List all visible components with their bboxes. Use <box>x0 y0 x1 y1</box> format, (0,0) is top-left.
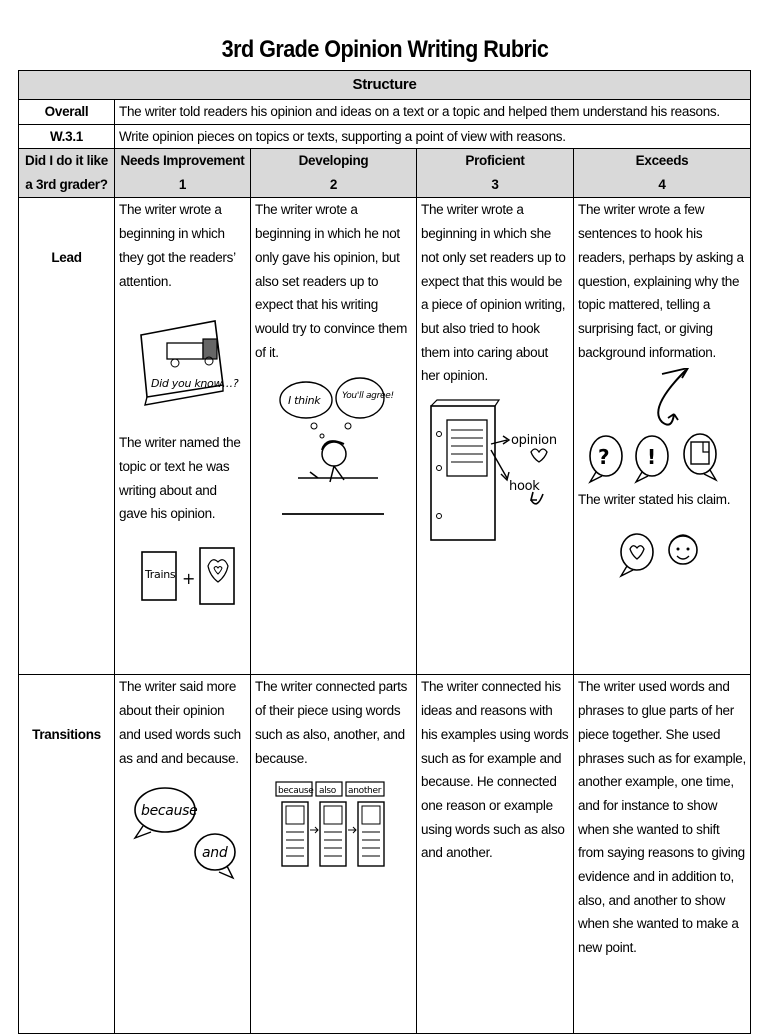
because-and-bubbles-sketch <box>123 778 243 888</box>
level-score: 2 <box>329 177 338 193</box>
lead-label: Lead <box>19 198 115 675</box>
hook-question-sketch <box>578 368 748 486</box>
standard-label: W.3.1 <box>19 124 115 149</box>
hook-label: hook <box>509 479 540 495</box>
transitions-proficient-text: The writer connected his ideas and reasons with his examples using words such as for example and because. He connected one reason or example using words such as also and another. <box>421 679 569 861</box>
plus-label: + <box>181 569 195 589</box>
lead-developing-text: The writer wrote a beginning in which he not only gave his opinion, but also set readers up to expect that his writing would try to convince them of it. <box>255 202 408 360</box>
standard-text: Write opinion pieces on topics or texts, supporting a point of view with reasons. <box>115 124 751 149</box>
because-bubble-label: because <box>140 803 197 820</box>
lead-proficient-cell <box>417 198 574 675</box>
transitions-exceeds-text: The writer used words and phrases to glue parts of her piece together. She used phrases such as for example, another example, one time, and for instance to show when she wanted to shift from saying reasons to giving evidence and in addition to, also, and another to show when she wanted to make a new point. <box>578 679 746 956</box>
overall-text: The writer told readers his opinion and ideas on a text or a topic and helped them understand his reasons. <box>115 100 751 125</box>
overall-row <box>19 100 751 125</box>
lead-proficient-text: The writer wrote a beginning in which she not only set readers up to expect that this would be a piece of opinion writing, but also tried to hook them into caring about her opinion. <box>421 202 566 384</box>
youll-agree-label: You'll agree! <box>341 391 394 402</box>
lead-exceeds-cell <box>574 198 751 675</box>
question-line-1: Did I do it like <box>25 153 108 169</box>
section-header-row <box>19 71 751 100</box>
lead-needs-improvement-cell <box>115 198 251 675</box>
question-line-2: a 3rd grader? <box>25 177 108 193</box>
also-word-label: also <box>318 786 336 797</box>
level-header-1 <box>115 149 251 198</box>
heart-face-sketch <box>607 522 717 582</box>
level-name: Proficient <box>465 153 525 169</box>
level-score: 4 <box>658 177 666 193</box>
transitions-developing-text: The writer connected parts of their piece using words such as also, another, and because. <box>255 679 408 766</box>
lead-needs-improvement-text-1: The writer wrote a beginning in which they got the readers’ attention. <box>119 202 236 289</box>
level-score: 3 <box>491 177 499 193</box>
level-header-3 <box>417 149 574 198</box>
lead-developing-cell <box>251 198 417 675</box>
question-mark-icon: ? <box>598 445 610 470</box>
exclamation-icon: ! <box>647 445 656 470</box>
and-bubble-label: and <box>201 845 227 862</box>
page-title: 3rd Grade Opinion Writing Rubric <box>221 36 549 63</box>
transitions-developing-cell <box>251 675 417 1034</box>
transitions-needs-improvement-cell <box>115 675 251 1034</box>
lead-needs-improvement-text-2: The writer named the topic or text he was writing about and gave his opinion. <box>119 435 241 522</box>
student-thinking-sketch <box>274 372 394 522</box>
did-you-know-label: Did you know…? <box>150 377 238 391</box>
trains-label: Trains <box>144 568 175 582</box>
lead-row <box>19 198 751 675</box>
lead-exceeds-text-1: The writer wrote a few sentences to hook his readers, perhaps by asking a question, explaining why the topic mattered, telling a surprising fact, or giving background information. <box>578 202 744 360</box>
did-you-know-book-sketch <box>123 315 243 419</box>
level-score: 1 <box>178 177 187 193</box>
level-header-4 <box>574 149 751 198</box>
lead-exceeds-text-2: The writer stated his claim. <box>578 492 731 508</box>
trains-plus-heart-sketch <box>128 544 238 614</box>
because-word-label: because <box>277 786 314 797</box>
level-name: Developing <box>298 153 369 169</box>
opinion-hook-notebook-sketch <box>425 396 565 546</box>
level-header-row <box>19 149 751 198</box>
level-name: Exceeds <box>635 153 689 169</box>
level-name: Needs Improvement <box>120 153 245 169</box>
standard-row <box>19 124 751 149</box>
rubric-table <box>18 70 751 1034</box>
opinion-label: opinion <box>511 433 557 449</box>
level-header-2 <box>251 149 417 198</box>
question-header <box>19 149 115 198</box>
overall-label: Overall <box>19 100 115 125</box>
transitions-exceeds-cell <box>574 675 751 1034</box>
transitions-proficient-cell <box>417 675 574 1034</box>
connected-pages-sketch <box>274 778 394 874</box>
section-title: Structure <box>19 71 751 100</box>
transitions-needs-improvement-text: The writer said more about their opinion and used words such as and and because. <box>119 679 241 766</box>
transitions-label: Transitions <box>19 675 115 1034</box>
transitions-row <box>19 675 751 1034</box>
i-think-label: I think <box>287 394 320 408</box>
another-word-label: another <box>347 786 381 797</box>
